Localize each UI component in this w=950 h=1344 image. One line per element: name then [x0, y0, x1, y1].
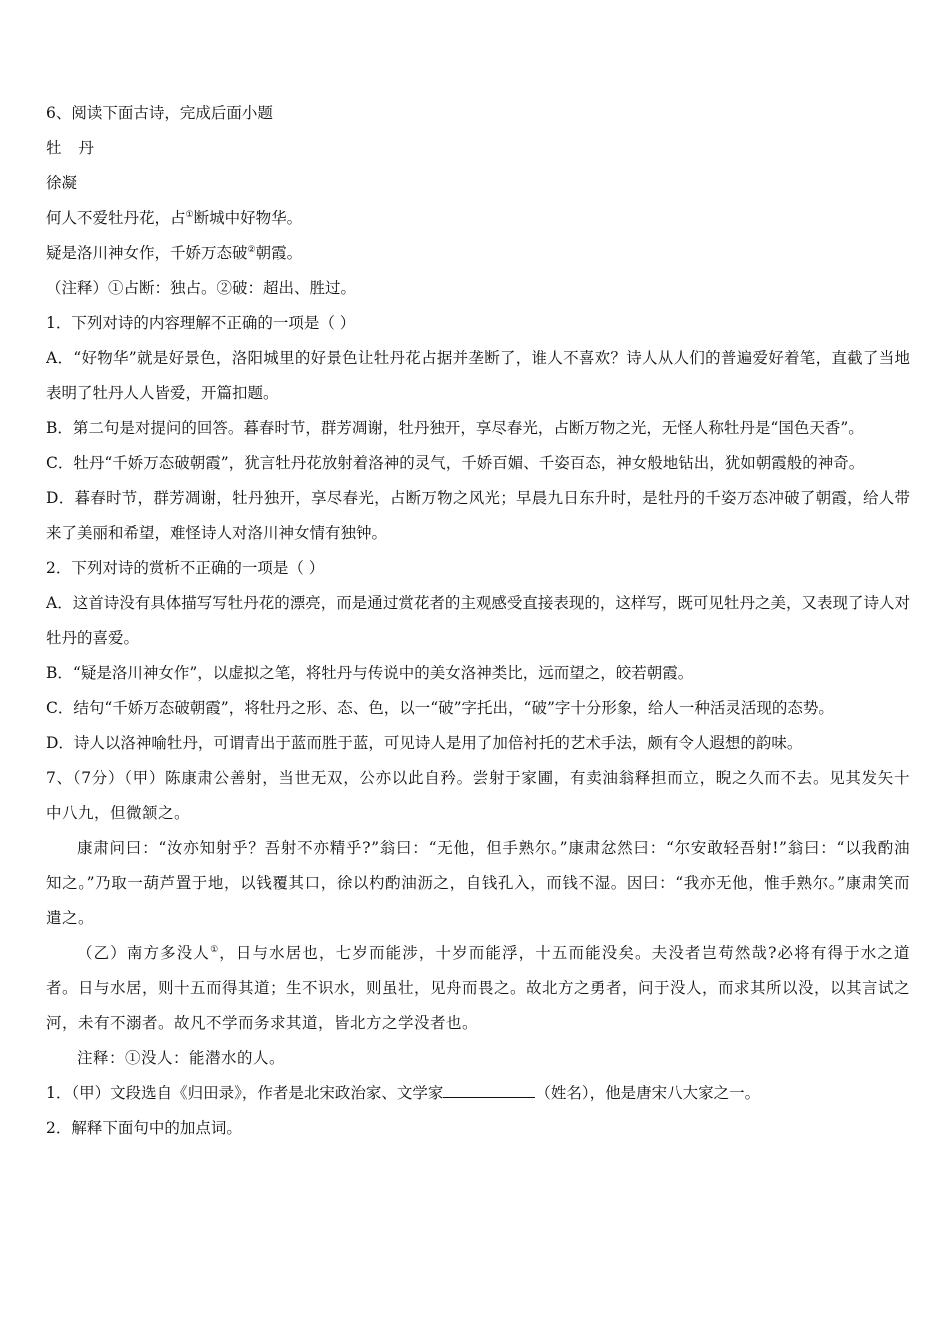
q7-passage-jia-2: 康肃问曰：“汝亦知射乎？吾射不亦精乎?”翁曰：“无他，但手熟尔。”康肃忿然曰：“尔安敢轻吾射!”翁曰：“以我酌油知之。”乃取一葫芦置于地，以钱覆其口，徐以杓酌油沥之，自钱孔入，而钱不湿。因曰：“我亦无他，惟手熟尔。”康肃笑而遣之。: [46, 839, 910, 927]
q7-sub1-part-a: 1．（甲）文段选自《归田录》，作者是北宋政治家、文学家: [46, 1084, 444, 1102]
poem-note: （注释）①占断：独占。②破：超出、胜过。: [46, 279, 357, 297]
document-content: [46, 96, 910, 1146]
footnote-mark-2: ②: [247, 244, 256, 255]
q6-sub2-stem: 2．下列对诗的赏析不正确的一项是（ ）: [46, 559, 325, 577]
q6-sub2-option-b: B．“疑是洛川神女作”，以虚拟之笔，将牡丹与传说中的美女洛神类比，远而望之，皎若朝霞。: [46, 664, 694, 682]
q7-sub1-part-b: （姓名），他是唐宋八大家之一。: [535, 1084, 761, 1102]
q7-passage-yi: [46, 936, 910, 1041]
q6-sub1-option-a: A．“好物华”就是好景色，洛阳城里的好景色让牡丹花占据并垄断了，谁人不喜欢？诗人从人们的普遍爱好着笔，直截了当地表明了牡丹人人皆爱，开篇扣题。: [46, 349, 910, 402]
poem-line-1-part-b: 断城中好物华。: [193, 209, 303, 227]
q7-note: 注释：①没人：能潜水的人。: [77, 1049, 286, 1067]
q6-sub1-option-b: B．第二句是对提问的回答。暮春时节，群芳凋谢，牡丹独开，享尽春光，占断万物之光，无怪人称牡丹是“国色天香”。: [46, 419, 864, 437]
footnote-mark-1: ①: [185, 209, 194, 220]
poem-author: 徐凝: [46, 174, 78, 192]
poem-line-1: [46, 201, 910, 236]
footnote-mark-3: ①: [210, 944, 220, 955]
q7-passage-yi-part-a: （乙）南方多没人: [77, 944, 211, 962]
q7-passage-yi-part-b: ，日与水居也，七岁而能涉，十岁而能浮，十五而能没矣。夫没者岂苟然哉?必将有得于水之道者。日与水居，则十五而得其道；生不识水，则虽壮，见舟而畏之。故北方之勇者，问于没人，而求其所以没，以其言试之河，未有不溺者。故凡不学而务求其道，皆北方之学没者也。: [46, 944, 911, 1032]
poem-line-2: [46, 236, 910, 271]
q6-sub1-option-d: D．暮春时节，群芳凋谢，牡丹独开，享尽春光，占断万物之风光；早晨九日东升时，是牡丹的千姿万态冲破了朝霞，给人带来了美丽和希望，难怪诗人对洛川神女情有独钟。: [46, 489, 910, 542]
q7-passage-jia-1: 7、（7分）（甲）陈康肃公善射，当世无双，公亦以此自矜。尝射于家圃，有卖油翁释担而立，睨之久而不去。见其发矢十中八九，但微颔之。: [46, 769, 910, 822]
question-6-title: 6、阅读下面古诗，完成后面小题: [46, 104, 273, 122]
poem-line-2-part-a: 疑是洛川神女作，千娇万态破: [46, 244, 248, 262]
poem-title: 牡 丹: [46, 139, 100, 157]
q7-sub1: [46, 1076, 910, 1111]
poem-line-1-part-a: 何人不爱牡丹花，占: [46, 209, 186, 227]
poem-line-2-part-b: 朝霞。: [255, 244, 303, 262]
q6-sub2-option-d: D．诗人以洛神喻牡丹，可谓青出于蓝而胜于蓝，可见诗人是用了加倍衬托的艺术手法，颇有令人遐想的韵味。: [46, 734, 803, 752]
q6-sub1-option-c: C．牡丹“千娇万态破朝霞”，犹言牡丹花放射着洛神的灵气，千娇百媚、千姿百态，神女般地钻出，犹如朝霞般的神奇。: [46, 454, 865, 472]
q6-sub1-stem: 1．下列对诗的内容理解不正确的一项是（ ）: [46, 314, 356, 332]
q7-sub2: 2．解释下面句中的加点词。: [46, 1119, 242, 1137]
q6-sub2-option-a: A．这首诗没有具体描写写牡丹花的漂亮，而是通过赏花者的主观感受直接表现的，这样写，既可见牡丹之美，又表现了诗人对牡丹的喜爱。: [46, 594, 910, 647]
answer-blank[interactable]: [443, 1083, 535, 1098]
q6-sub2-option-c: C．结句“千娇万态破朝霞”，将牡丹之形、态、色，以一“破”字托出，“破”字十分形象，给人一种活灵活现的态势。: [46, 699, 834, 717]
